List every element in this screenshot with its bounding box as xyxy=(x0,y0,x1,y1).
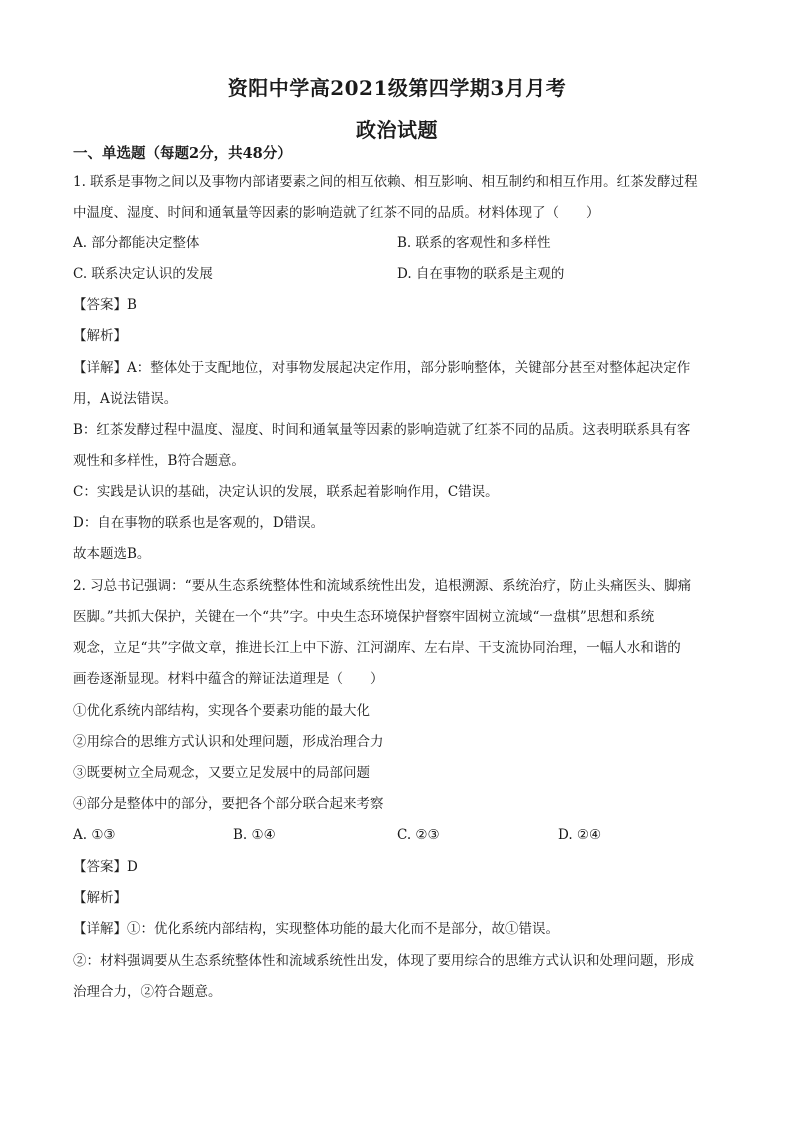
q2-item: ④部分是整体中的部分，要把各个部分联合起来考察 xyxy=(73,796,384,812)
q2-stem-line: 画卷逐渐显现。材料中蕴含的辩证法道理是（ ） xyxy=(73,671,384,687)
q1-detail-line: C：实践是认识的基础，决定认识的发展，联系起着影响作用，C错误。 xyxy=(73,484,499,500)
q1-option-c: C. 联系决定认识的发展 xyxy=(73,266,213,282)
q2-detail-line: ②：材料强调要从生态系统整体性和流域系统性出发，体现了要用综合的思维方式认识和处理问题，形成 xyxy=(73,953,694,969)
q1-stem-line: 中温度、湿度、时间和通氧量等因素的影响造就了红茶不同的品质。材料体现了（ ） xyxy=(73,205,600,221)
q1-option-a: A. 部分都能决定整体 xyxy=(73,235,200,251)
q1-analysis-label: 【解析】 xyxy=(73,328,127,344)
q2-answer: 【答案】D xyxy=(73,859,138,875)
q1-answer: 【答案】B xyxy=(73,297,137,313)
exam-title: 资阳中学高2021级第四学期3月月考 xyxy=(227,76,567,100)
q2-analysis-label: 【解析】 xyxy=(73,890,127,906)
q2-option-d: D. ②④ xyxy=(558,827,602,843)
q1-detail-line: B：红茶发酵过程中温度、湿度、时间和通氧量等因素的影响造就了红茶不同的品质。这表明联系具有客 xyxy=(73,422,691,438)
exam-subtitle: 政治试题 xyxy=(356,118,438,142)
q2-item: ③既要树立全局观念，又要立足发展中的局部问题 xyxy=(73,765,370,781)
q1-detail-line: D：自在事物的联系也是客观的，D错误。 xyxy=(73,515,325,531)
q2-option-a: A. ①③ xyxy=(73,827,116,843)
q2-detail-line: 【详解】①：优化系统内部结构，实现整体功能的最大化而不是部分，故①错误。 xyxy=(73,921,559,937)
q2-option-b: B. ①④ xyxy=(233,827,276,843)
q1-stem-line: 1. 联系是事物之间以及事物内部诸要素之间的相互依赖、相互影响、相互制约和相互作用。红茶发酵过程 xyxy=(73,174,698,190)
q2-option-c: C. ②③ xyxy=(397,827,440,843)
q1-conclusion: 故本题选B。 xyxy=(73,546,151,562)
q2-stem-line: 观念，立足“共”字做文章，推进长江上中下游、江河湖库、左右岸、干支流协同治理，一幅人水和谐的 xyxy=(73,640,681,656)
q1-option-d: D. 自在事物的联系是主观的 xyxy=(397,266,565,282)
q1-detail-line: 观性和多样性，B符合题意。 xyxy=(73,453,245,469)
q1-option-b: B. 联系的客观性和多样性 xyxy=(397,235,551,251)
q2-stem-line: 2. 习总书记强调：“要从生态系统整体性和流域系统性出发，追根溯源、系统治疗，防止头痛医头、脚痛 xyxy=(73,578,692,594)
section-heading: 一、单选题（每题2分，共48分） xyxy=(73,145,292,162)
q2-stem-line: 医脚。”共抓大保护，关键在一个“共”字。中央生态环境保护督察牢固树立流域“一盘棋”思想和系统 xyxy=(73,609,655,625)
q2-item: ①优化系统内部结构，实现各个要素功能的最大化 xyxy=(73,703,370,719)
q1-detail-line: 【详解】A：整体处于支配地位，对事物发展起决定作用，部分影响整体，关键部分甚至对整体起决定作 xyxy=(73,360,691,376)
q2-item: ②用综合的思维方式认识和处理问题，形成治理合力 xyxy=(73,734,384,750)
q1-detail-line: 用，A说法错误。 xyxy=(73,391,178,407)
q2-detail-line: 治理合力，②符合题意。 xyxy=(73,984,222,1000)
